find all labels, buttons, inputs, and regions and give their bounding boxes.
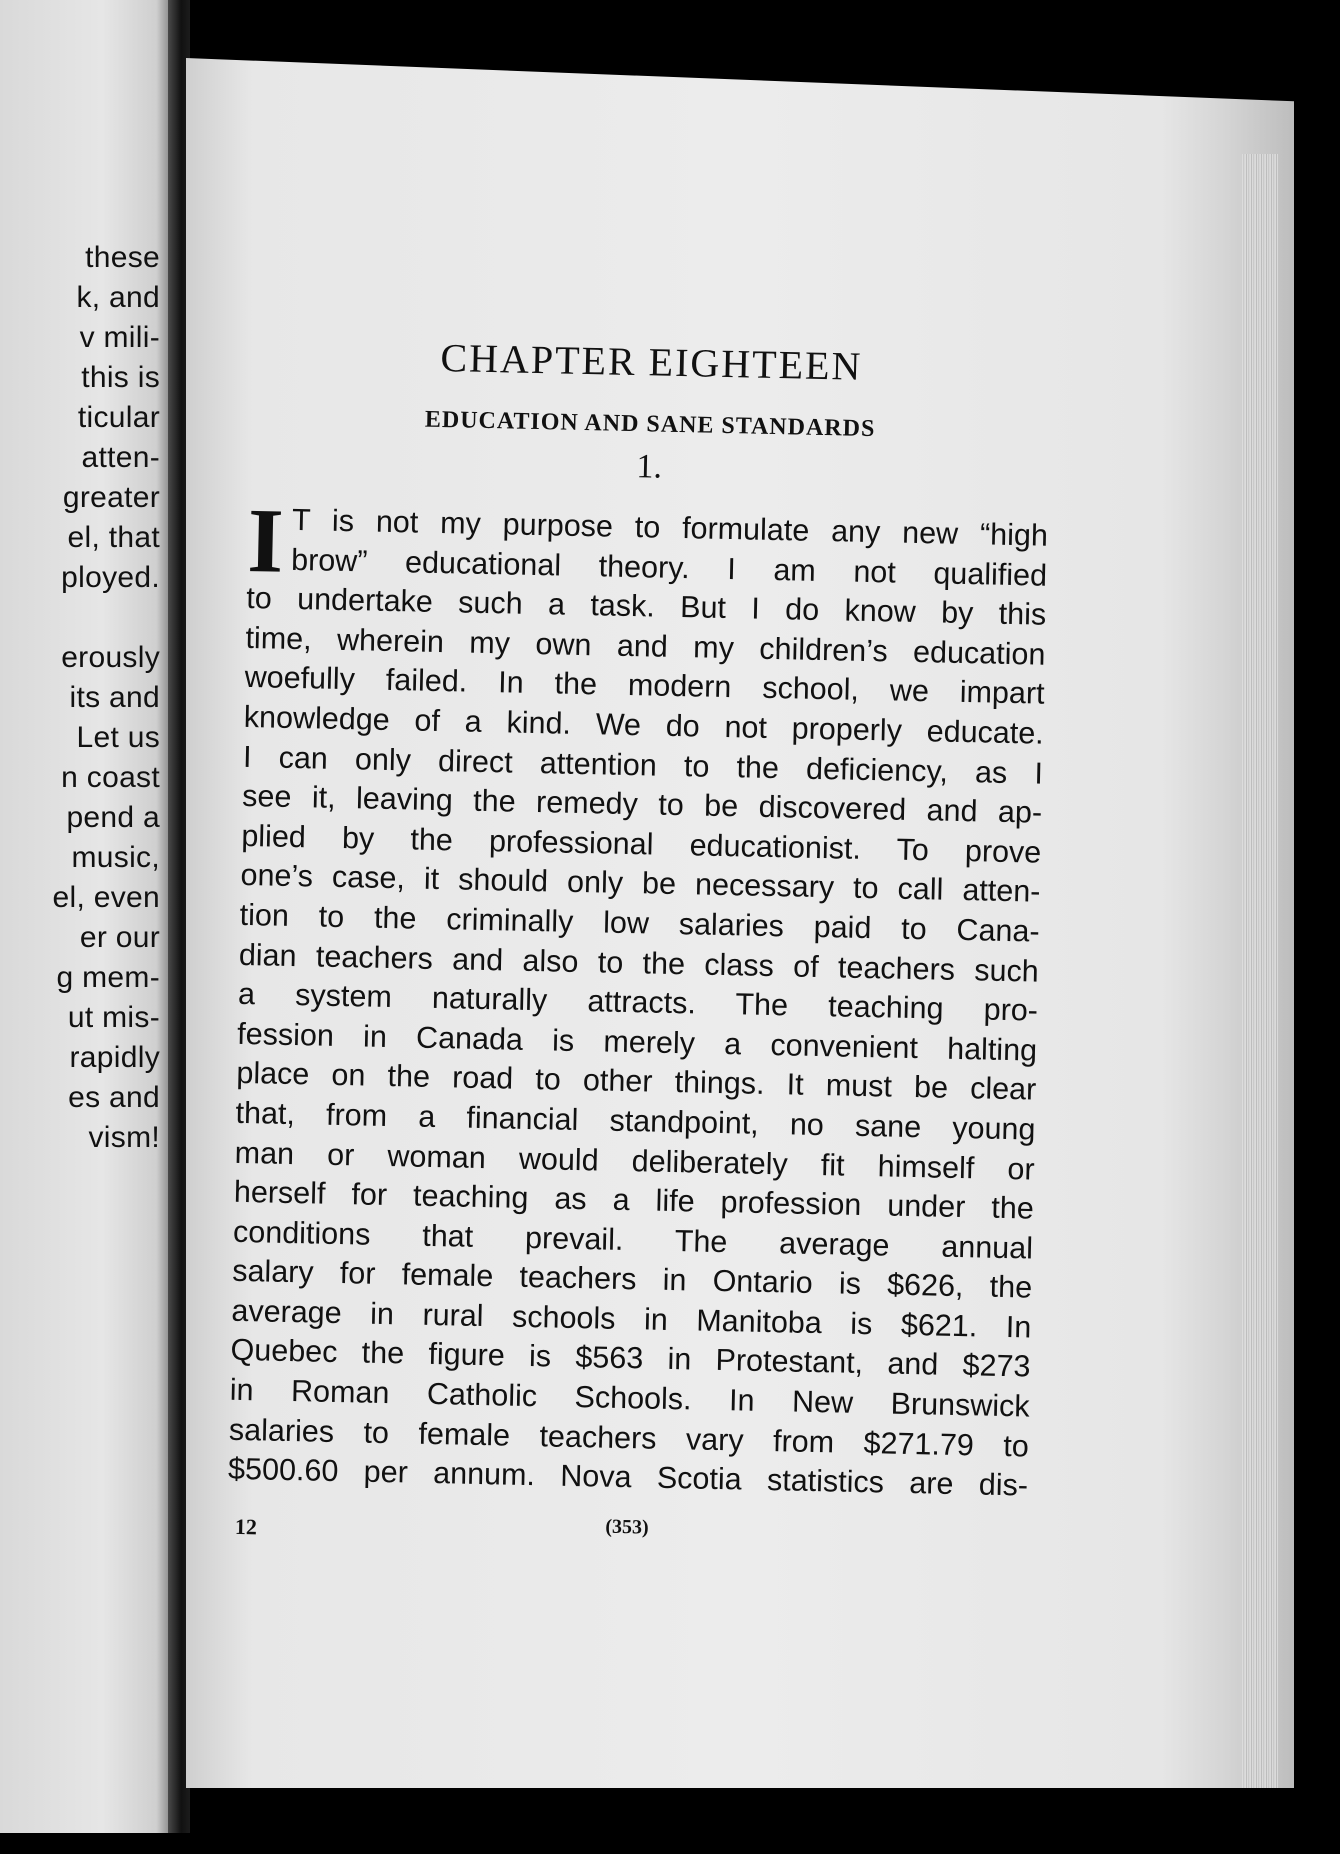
body-line: tion to the criminally low salaries paid to Cana- [239, 897, 1040, 949]
body-line: salary for female teachers in Ontario is $626, the [231, 1254, 1033, 1305]
left-page-line: k, and [76, 281, 160, 314]
body-line: T is not my purpose to formulate any new “high [291, 502, 1049, 553]
body-line: I can only direct attention to the deficiency, as I [242, 739, 1044, 791]
drop-cap: I [246, 488, 285, 592]
signature-mark: 12 [234, 1513, 258, 1540]
left-facing-page [0, 0, 170, 1833]
left-page-line: pend a [66, 801, 160, 834]
left-page-line: el, that [67, 521, 160, 554]
left-page-line: es and [68, 1081, 160, 1114]
body-line: fession in Canada is merely a convenient halting [236, 1016, 1038, 1068]
body-line: knowledge of a kind. We do not properly educate. [243, 699, 1045, 751]
left-page-line: Let us [76, 721, 160, 754]
body-line: place on the road to other things. It must be clear [236, 1056, 1037, 1107]
body-paragraph [227, 488, 1049, 1506]
left-page-line: ticular [77, 401, 160, 434]
left-page-line: its and [69, 681, 160, 714]
section-number: 1. [636, 448, 663, 486]
body-line: woefully failed. In the modern school, we impart [244, 660, 1045, 712]
body-line: herself for teaching as a life profession under the [233, 1174, 1035, 1226]
page-content [226, 330, 1051, 1564]
left-page-line: g mem- [56, 961, 160, 994]
section-title: EDUCATION AND SANE STANDARDS [424, 406, 876, 443]
body-line: man or woman would deliberately fit himself or [234, 1135, 1035, 1187]
body-line: that, from a financial standpoint, no sane young [235, 1095, 1036, 1147]
body-line: see it, leaving the remedy to be discovered and ap- [241, 779, 1043, 830]
body-line: to undertake such a task. But I do know by this [246, 581, 1047, 632]
left-page-line: these [85, 241, 160, 274]
left-page-line: n coast [61, 761, 160, 794]
page-edge-stack [1242, 154, 1278, 1854]
body-line: average in rural schools in Manitoba is $621. In [231, 1293, 1032, 1345]
left-page-line: rapidly [69, 1041, 160, 1074]
left-page-line: this is [81, 361, 160, 394]
left-page-line: er our [79, 921, 160, 954]
left-page-line: el, even [52, 881, 160, 914]
left-page-line: vism! [88, 1121, 160, 1154]
body-line: dian teachers and also to the class of teachers such [238, 937, 1040, 989]
body-text-block [227, 488, 1049, 1506]
left-page-line: greater [62, 481, 160, 514]
left-page-line: music, [71, 841, 160, 874]
body-line: $500.60 per annum. Nova Scotia statistics are dis- [227, 1452, 1029, 1503]
body-line: brow” educational theory. I am not qualified [290, 542, 1048, 593]
chapter-title: CHAPTER EIGHTEEN [440, 334, 863, 389]
left-page-line: atten- [81, 441, 160, 474]
left-page-line: erously [61, 641, 160, 674]
page-number: (353) [605, 1515, 649, 1539]
body-line: in Roman Catholic Schools. In New Brunswick [229, 1372, 1030, 1424]
body-line: one’s case, it should only be necessary to call atten- [240, 858, 1041, 909]
left-page-line: v mili- [79, 321, 160, 354]
body-line: time, wherein my own and my children’s education [245, 620, 1046, 672]
body-line: plied by the professional educationist. To prove [241, 818, 1042, 870]
body-line: a system naturally attracts. The teaching pro- [237, 976, 1039, 1028]
body-line: salaries to female teachers vary from $271.79 to [228, 1412, 1030, 1464]
body-line: conditions that prevail. The average annual [232, 1214, 1034, 1266]
body-line: Quebec the figure is $563 in Protestant, and $273 [230, 1333, 1031, 1384]
left-page-line: ut mis- [67, 1001, 160, 1034]
left-page-line: ployed. [61, 561, 160, 594]
